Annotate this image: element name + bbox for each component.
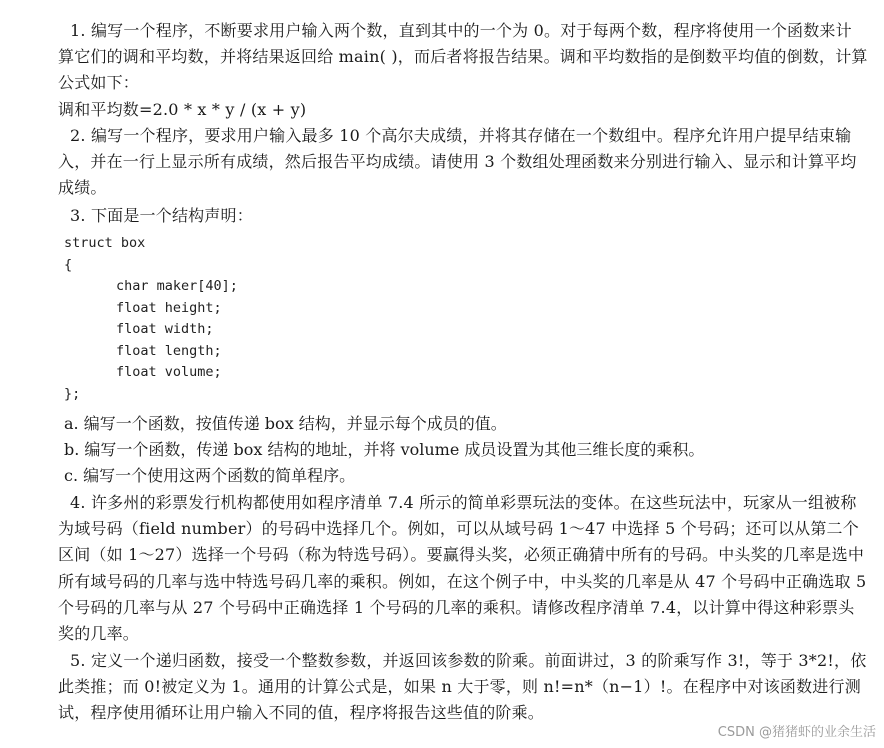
code-line: struct box <box>64 235 146 251</box>
exercise-4-text: 4. 许多州的彩票发行机构都使用如程序清单 7.4 所示的简单彩票玩法的变体。在这些玩法中，玩家从一组被称为域号码（field number）的号码中选择几个。例如，可以从域号码 1～47 中选择 5 个号码；还可以从第二个区间（如 1～27）选择一个号码（称为特选号码）。要赢得头奖，必须正确猜中所有的号码。中头奖的几率是选中所有域号码的几率与选中特选号码几率的乘积。例如，在这个例子中，中头奖的几率是从 47 个号码中正确选取 5 个号码的几率与从 27 个号码中正确选择 1 个号码的几率的乘积。请修改程序清单 7.4，以计算中得这种彩票头奖的几率。 <box>58 493 867 644</box>
code-line: float length; <box>116 342 222 359</box>
code-line: float width; <box>116 321 214 337</box>
exercise-1-formula: 调和平均数=2.0 * x * y / (x + y) <box>58 100 307 119</box>
exercise-3-item-a: a. 编写一个函数，按值传递 box 结构，并显示每个成员的值。 <box>64 414 507 433</box>
struct-code-block <box>64 233 238 405</box>
code-line: float height; <box>116 299 222 316</box>
exercise-2-text: 2. 编写一个程序，要求用户输入最多 10 个高尔夫成绩，并将其存储在一个数组中。程序允许用户提早结束输入，并在一行上显示所有成绩，然后报告平均成绩。请使用 3 个数组处理函数来分别进行输入、显示和计算平均成绩。 <box>58 126 857 198</box>
exercise-5-text: 5. 定义一个递归函数，接受一个整数参数，并返回该参数的阶乘。前面讲过，3 的阶乘写作 3!，等于 3*2!，依此类推；而 0!被定义为 1。通用的计算公式是，如果 n 大于零，则 n!=n*（n−1）!。在程序中对该函数进行测试，程序使用循环让用户输入不同的值，程序将报告这些值的阶乘。 <box>58 651 867 723</box>
exercise-3-intro: 3. 下面是一个结构声明： <box>70 206 253 225</box>
exercise-1-text: 1. 编写一个程序，不断要求用户输入两个数，直到其中的一个为 0。对于每两个数，程序将使用一个函数来计算它们的调和平均数，并将结果返回给 main( )，而后者将报告结果。调和平均数指的是倒数平均值的倒数，计算公式如下： <box>58 21 868 93</box>
code-line: { <box>64 256 73 273</box>
code-line: float volume; <box>116 364 222 380</box>
exercise-3-item-b: b. 编写一个函数，传递 box 结构的地址，并将 volume 成员设置为其他三维长度的乘积。 <box>64 440 705 459</box>
code-line: char maker[40]; <box>116 278 238 294</box>
watermark: CSDN @猪猪虾的业余生活 <box>717 725 876 740</box>
exercise-3-item-c: c. 编写一个使用这两个函数的简单程序。 <box>64 466 356 485</box>
code-line: }; <box>64 385 81 402</box>
